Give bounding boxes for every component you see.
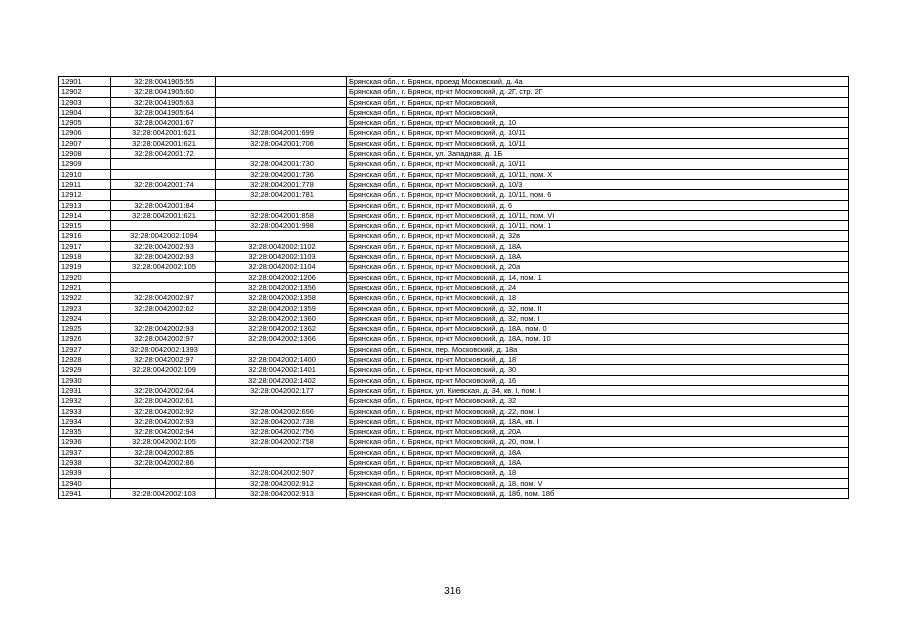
address-cell: Брянская обл., г. Брянск, пр-кт Московский, [347, 97, 849, 107]
address-cell: Брянская обл., г. Брянск, пр-кт Московский, д. 10/3 [347, 179, 849, 189]
row-number-cell: 12939 [59, 468, 111, 478]
object-cadastral-number-cell: 32:28:0042002:1102 [216, 241, 347, 251]
row-number-cell: 12924 [59, 313, 111, 323]
row-number-cell: 12930 [59, 375, 111, 385]
table-row [59, 210, 849, 220]
row-number-cell: 12916 [59, 231, 111, 241]
table-row [59, 97, 849, 107]
parcel-cadastral-number-cell: 32:28:0042002:97 [111, 293, 216, 303]
address-cell: Брянская обл., г. Брянск, пр-кт Московский, д. 20, пом. I [347, 437, 849, 447]
row-number-cell: 12927 [59, 344, 111, 354]
object-cadastral-number-cell: 32:28:0042002:1402 [216, 375, 347, 385]
table-row [59, 375, 849, 385]
table-row [59, 200, 849, 210]
address-cell: Брянская обл., г. Брянск, пр-кт Московский, д. 18 [347, 355, 849, 365]
row-number-cell: 12936 [59, 437, 111, 447]
object-cadastral-number-cell [216, 118, 347, 128]
parcel-cadastral-number-cell: 32:28:0041905:64 [111, 107, 216, 117]
row-number-cell: 12909 [59, 159, 111, 169]
table-row [59, 169, 849, 179]
table-row [59, 416, 849, 426]
table-row [59, 282, 849, 292]
table-row [59, 396, 849, 406]
parcel-cadastral-number-cell: 32:28:0041905:55 [111, 77, 216, 87]
parcel-cadastral-number-cell: 32:28:0042002:62 [111, 303, 216, 313]
table-row [59, 344, 849, 354]
address-cell: Брянская обл., г. Брянск, пер. Московский, д. 18а [347, 344, 849, 354]
object-cadastral-number-cell [216, 231, 347, 241]
parcel-cadastral-number-cell: 32:28:0042001:621 [111, 138, 216, 148]
object-cadastral-number-cell: 32:28:0042002:1362 [216, 324, 347, 334]
table-row [59, 313, 849, 323]
address-cell: Брянская обл., г. Брянск, пр-кт Московский, д. 18 [347, 468, 849, 478]
parcel-cadastral-number-cell: 32:28:0042002:61 [111, 396, 216, 406]
parcel-cadastral-number-cell [111, 159, 216, 169]
object-cadastral-number-cell: 32:28:0042001:699 [216, 128, 347, 138]
object-cadastral-number-cell: 32:28:0042002:1206 [216, 272, 347, 282]
table-row [59, 138, 849, 148]
page-number: 316 [444, 586, 461, 597]
object-cadastral-number-cell: 32:28:0042001:736 [216, 169, 347, 179]
address-cell: Брянская обл., г. Брянск, пр-кт Московский, д. 10/11, пом. X [347, 169, 849, 179]
row-number-cell: 12921 [59, 282, 111, 292]
parcel-cadastral-number-cell: 32:28:0042001:74 [111, 179, 216, 189]
row-number-cell: 12918 [59, 252, 111, 262]
parcel-cadastral-number-cell: 32:28:0042002:92 [111, 406, 216, 416]
address-cell: Брянская обл., г. Брянск, пр-кт Московский, д. 6 [347, 200, 849, 210]
object-cadastral-number-cell: 32:28:0042002:1366 [216, 334, 347, 344]
row-number-cell: 12901 [59, 77, 111, 87]
parcel-cadastral-number-cell: 32:28:0041905:63 [111, 97, 216, 107]
object-cadastral-number-cell [216, 396, 347, 406]
object-cadastral-number-cell: 32:28:0042002:738 [216, 416, 347, 426]
address-cell: Брянская обл., г. Брянск, пр-кт Московский, д. 10/11 [347, 128, 849, 138]
address-cell: Брянская обл., г. Брянск, пр-кт Московский, д. 18А, пом. 10 [347, 334, 849, 344]
object-cadastral-number-cell [216, 447, 347, 457]
address-cell: Брянская обл., г. Брянск, пр-кт Московский, д. 18А [347, 252, 849, 262]
parcel-cadastral-number-cell: 32:28:0042001:621 [111, 210, 216, 220]
parcel-cadastral-number-cell [111, 169, 216, 179]
parcel-cadastral-number-cell: 32:28:0042002:105 [111, 262, 216, 272]
table-row [59, 457, 849, 467]
object-cadastral-number-cell: 32:28:0042002:1103 [216, 252, 347, 262]
registry-table [58, 76, 849, 499]
object-cadastral-number-cell: 32:28:0042001:998 [216, 221, 347, 231]
table-row [59, 77, 849, 87]
row-number-cell: 12905 [59, 118, 111, 128]
address-cell: Брянская обл., г. Брянск, пр-кт Московский, д. 18А [347, 447, 849, 457]
parcel-cadastral-number-cell: 32:28:0042002:93 [111, 252, 216, 262]
row-number-cell: 12903 [59, 97, 111, 107]
parcel-cadastral-number-cell [111, 478, 216, 488]
address-cell: Брянская обл., г. Брянск, пр-кт Московский, д. 32в [347, 231, 849, 241]
row-number-cell: 12923 [59, 303, 111, 313]
object-cadastral-number-cell: 32:28:0042002:756 [216, 427, 347, 437]
address-cell: Брянская обл., г. Брянск, проезд Московский, д. 4а [347, 77, 849, 87]
object-cadastral-number-cell: 32:28:0042002:1358 [216, 293, 347, 303]
object-cadastral-number-cell [216, 107, 347, 117]
parcel-cadastral-number-cell: 32:28:0042002:93 [111, 416, 216, 426]
object-cadastral-number-cell [216, 87, 347, 97]
row-number-cell: 12938 [59, 457, 111, 467]
object-cadastral-number-cell: 32:28:0042001:781 [216, 190, 347, 200]
address-cell: Брянская обл., г. Брянск, пр-кт Московский, д. 18б, пом. 18б [347, 488, 849, 498]
address-cell: Брянская обл., г. Брянск, пр-кт Московский, д. 30 [347, 365, 849, 375]
row-number-cell: 12934 [59, 416, 111, 426]
table-row [59, 252, 849, 262]
row-number-cell: 12925 [59, 324, 111, 334]
address-cell: Брянская обл., г. Брянск, пр-кт Московский, д. 10/11, пом. VI [347, 210, 849, 220]
row-number-cell: 12910 [59, 169, 111, 179]
row-number-cell: 12928 [59, 355, 111, 365]
object-cadastral-number-cell: 32:28:0042002:912 [216, 478, 347, 488]
table-row [59, 190, 849, 200]
address-cell: Брянская обл., г. Брянск, пр-кт Московский, д. 14, пом. 1 [347, 272, 849, 282]
address-cell: Брянская обл., г. Брянск, пр-кт Московский, [347, 107, 849, 117]
parcel-cadastral-number-cell: 32:28:0042001:84 [111, 200, 216, 210]
object-cadastral-number-cell: 32:28:0042001:778 [216, 179, 347, 189]
row-number-cell: 12913 [59, 200, 111, 210]
table-row [59, 385, 849, 395]
table-row [59, 262, 849, 272]
table-row [59, 365, 849, 375]
address-cell: Брянская обл., г. Брянск, пр-кт Московский, д. 18А [347, 241, 849, 251]
object-cadastral-number-cell: 32:28:0042001:730 [216, 159, 347, 169]
object-cadastral-number-cell: 32:28:0042002:1359 [216, 303, 347, 313]
parcel-cadastral-number-cell: 32:28:0042002:103 [111, 488, 216, 498]
address-cell: Брянская обл., г. Брянск, пр-кт Московский, д. 10/11 [347, 159, 849, 169]
parcel-cadastral-number-cell [111, 272, 216, 282]
row-number-cell: 12929 [59, 365, 111, 375]
row-number-cell: 12932 [59, 396, 111, 406]
address-cell: Брянская обл., г. Брянск, пр-кт Московский, д. 24 [347, 282, 849, 292]
address-cell: Брянская обл., г. Брянск, пр-кт Московский, д. 20А [347, 427, 849, 437]
table-row [59, 427, 849, 437]
table-row [59, 179, 849, 189]
row-number-cell: 12917 [59, 241, 111, 251]
table-row [59, 128, 849, 138]
parcel-cadastral-number-cell: 32:28:0042001:621 [111, 128, 216, 138]
table-row [59, 468, 849, 478]
parcel-cadastral-number-cell: 32:28:0042001:67 [111, 118, 216, 128]
table-row [59, 87, 849, 97]
object-cadastral-number-cell: 32:28:0042002:177 [216, 385, 347, 395]
parcel-cadastral-number-cell: 32:28:0042002:97 [111, 355, 216, 365]
row-number-cell: 12941 [59, 488, 111, 498]
table-row [59, 107, 849, 117]
parcel-cadastral-number-cell: 32:28:0042002:64 [111, 385, 216, 395]
object-cadastral-number-cell: 32:28:0042002:1104 [216, 262, 347, 272]
table-row [59, 355, 849, 365]
parcel-cadastral-number-cell [111, 313, 216, 323]
table-row [59, 221, 849, 231]
object-cadastral-number-cell [216, 457, 347, 467]
parcel-cadastral-number-cell [111, 468, 216, 478]
table-row [59, 149, 849, 159]
table-row [59, 488, 849, 498]
object-cadastral-number-cell: 32:28:0042002:758 [216, 437, 347, 447]
row-number-cell: 12902 [59, 87, 111, 97]
object-cadastral-number-cell: 32:28:0042002:1400 [216, 355, 347, 365]
table-row [59, 406, 849, 416]
parcel-cadastral-number-cell: 32:28:0042002:94 [111, 427, 216, 437]
row-number-cell: 12904 [59, 107, 111, 117]
row-number-cell: 12926 [59, 334, 111, 344]
parcel-cadastral-number-cell: 32:28:0042002:86 [111, 457, 216, 467]
parcel-cadastral-number-cell: 32:28:0042001:72 [111, 149, 216, 159]
parcel-cadastral-number-cell [111, 375, 216, 385]
address-cell: Брянская обл., г. Брянск, пр-кт Московский, д. 20а [347, 262, 849, 272]
row-number-cell: 12911 [59, 179, 111, 189]
row-number-cell: 12914 [59, 210, 111, 220]
table-row [59, 241, 849, 251]
row-number-cell: 12920 [59, 272, 111, 282]
table-row [59, 118, 849, 128]
object-cadastral-number-cell: 32:28:0042002:656 [216, 406, 347, 416]
row-number-cell: 12907 [59, 138, 111, 148]
row-number-cell: 12933 [59, 406, 111, 416]
object-cadastral-number-cell: 32:28:0042002:913 [216, 488, 347, 498]
table-row [59, 303, 849, 313]
object-cadastral-number-cell [216, 77, 347, 87]
parcel-cadastral-number-cell [111, 282, 216, 292]
address-cell: Брянская обл., г. Брянск, пр-кт Московский, д. 18А [347, 457, 849, 467]
parcel-cadastral-number-cell: 32:28:0042002:97 [111, 334, 216, 344]
address-cell: Брянская обл., г. Брянск, пр-кт Московский, д. 10/11 [347, 138, 849, 148]
table-row [59, 437, 849, 447]
address-cell: Брянская обл., г. Брянск, пр-кт Московский, д. 32 [347, 396, 849, 406]
parcel-cadastral-number-cell: 32:28:0042002:1393 [111, 344, 216, 354]
object-cadastral-number-cell: 32:28:0042002:1360 [216, 313, 347, 323]
address-cell: Брянская обл., г. Брянск, пр-кт Московский, д. 32, пом. II [347, 303, 849, 313]
address-cell: Брянская обл., г. Брянск, пр-кт Московский, д. 10/11, пом. 6 [347, 190, 849, 200]
row-number-cell: 12908 [59, 149, 111, 159]
address-cell: Брянская обл., г. Брянск, ул. Киевская, д. 34, кв. I, пом. I [347, 385, 849, 395]
table-row [59, 272, 849, 282]
parcel-cadastral-number-cell: 32:28:0042002:93 [111, 241, 216, 251]
table-row [59, 447, 849, 457]
parcel-cadastral-number-cell: 32:28:0042002:1094 [111, 231, 216, 241]
address-cell: Брянская обл., г. Брянск, пр-кт Московский, д. 18, пом. V [347, 478, 849, 488]
parcel-cadastral-number-cell [111, 221, 216, 231]
parcel-cadastral-number-cell [111, 190, 216, 200]
row-number-cell: 12906 [59, 128, 111, 138]
row-number-cell: 12931 [59, 385, 111, 395]
address-cell: Брянская обл., г. Брянск, пр-кт Московский, д. 10 [347, 118, 849, 128]
object-cadastral-number-cell: 32:28:0042002:1356 [216, 282, 347, 292]
parcel-cadastral-number-cell: 32:28:0041905:60 [111, 87, 216, 97]
table-row [59, 231, 849, 241]
table-row [59, 334, 849, 344]
address-cell: Брянская обл., г. Брянск, пр-кт Московский, д. 18А, пом. 0 [347, 324, 849, 334]
table-row [59, 478, 849, 488]
address-cell: Брянская обл., г. Брянск, пр-кт Московский, д. 2Г, стр. 2Г [347, 87, 849, 97]
object-cadastral-number-cell [216, 97, 347, 107]
parcel-cadastral-number-cell: 32:28:0042002:109 [111, 365, 216, 375]
address-cell: Брянская обл., г. Брянск, пр-кт Московский, д. 32, пом. I [347, 313, 849, 323]
row-number-cell: 12922 [59, 293, 111, 303]
object-cadastral-number-cell: 32:28:0042002:907 [216, 468, 347, 478]
address-cell: Брянская обл., г. Брянск, пр-кт Московский, д. 18 [347, 293, 849, 303]
object-cadastral-number-cell: 32:28:0042002:1401 [216, 365, 347, 375]
registry-table-body [59, 77, 849, 499]
object-cadastral-number-cell [216, 200, 347, 210]
address-cell: Брянская обл., г. Брянск, пр-кт Московский, д. 10/11, пом. 1 [347, 221, 849, 231]
object-cadastral-number-cell: 32:28:0042001:858 [216, 210, 347, 220]
address-cell: Брянская обл., г. Брянск, пр-кт Московский, д. 22, пом. I [347, 406, 849, 416]
row-number-cell: 12935 [59, 427, 111, 437]
row-number-cell: 12919 [59, 262, 111, 272]
parcel-cadastral-number-cell: 32:28:0042002:93 [111, 324, 216, 334]
object-cadastral-number-cell [216, 149, 347, 159]
table-row [59, 324, 849, 334]
address-cell: Брянская обл., г. Брянск, пр-кт Московский, д. 16 [347, 375, 849, 385]
object-cadastral-number-cell [216, 344, 347, 354]
table-row [59, 159, 849, 169]
row-number-cell: 12912 [59, 190, 111, 200]
row-number-cell: 12915 [59, 221, 111, 231]
row-number-cell: 12937 [59, 447, 111, 457]
parcel-cadastral-number-cell: 32:28:0042002:105 [111, 437, 216, 447]
object-cadastral-number-cell: 32:28:0042001:706 [216, 138, 347, 148]
row-number-cell: 12940 [59, 478, 111, 488]
address-cell: Брянская обл., г. Брянск, пр-кт Московский, д. 18А, кв. I [347, 416, 849, 426]
parcel-cadastral-number-cell: 32:28:0042002:85 [111, 447, 216, 457]
address-cell: Брянская обл., г. Брянск, ул. Западная, д. 1Б [347, 149, 849, 159]
table-row [59, 293, 849, 303]
